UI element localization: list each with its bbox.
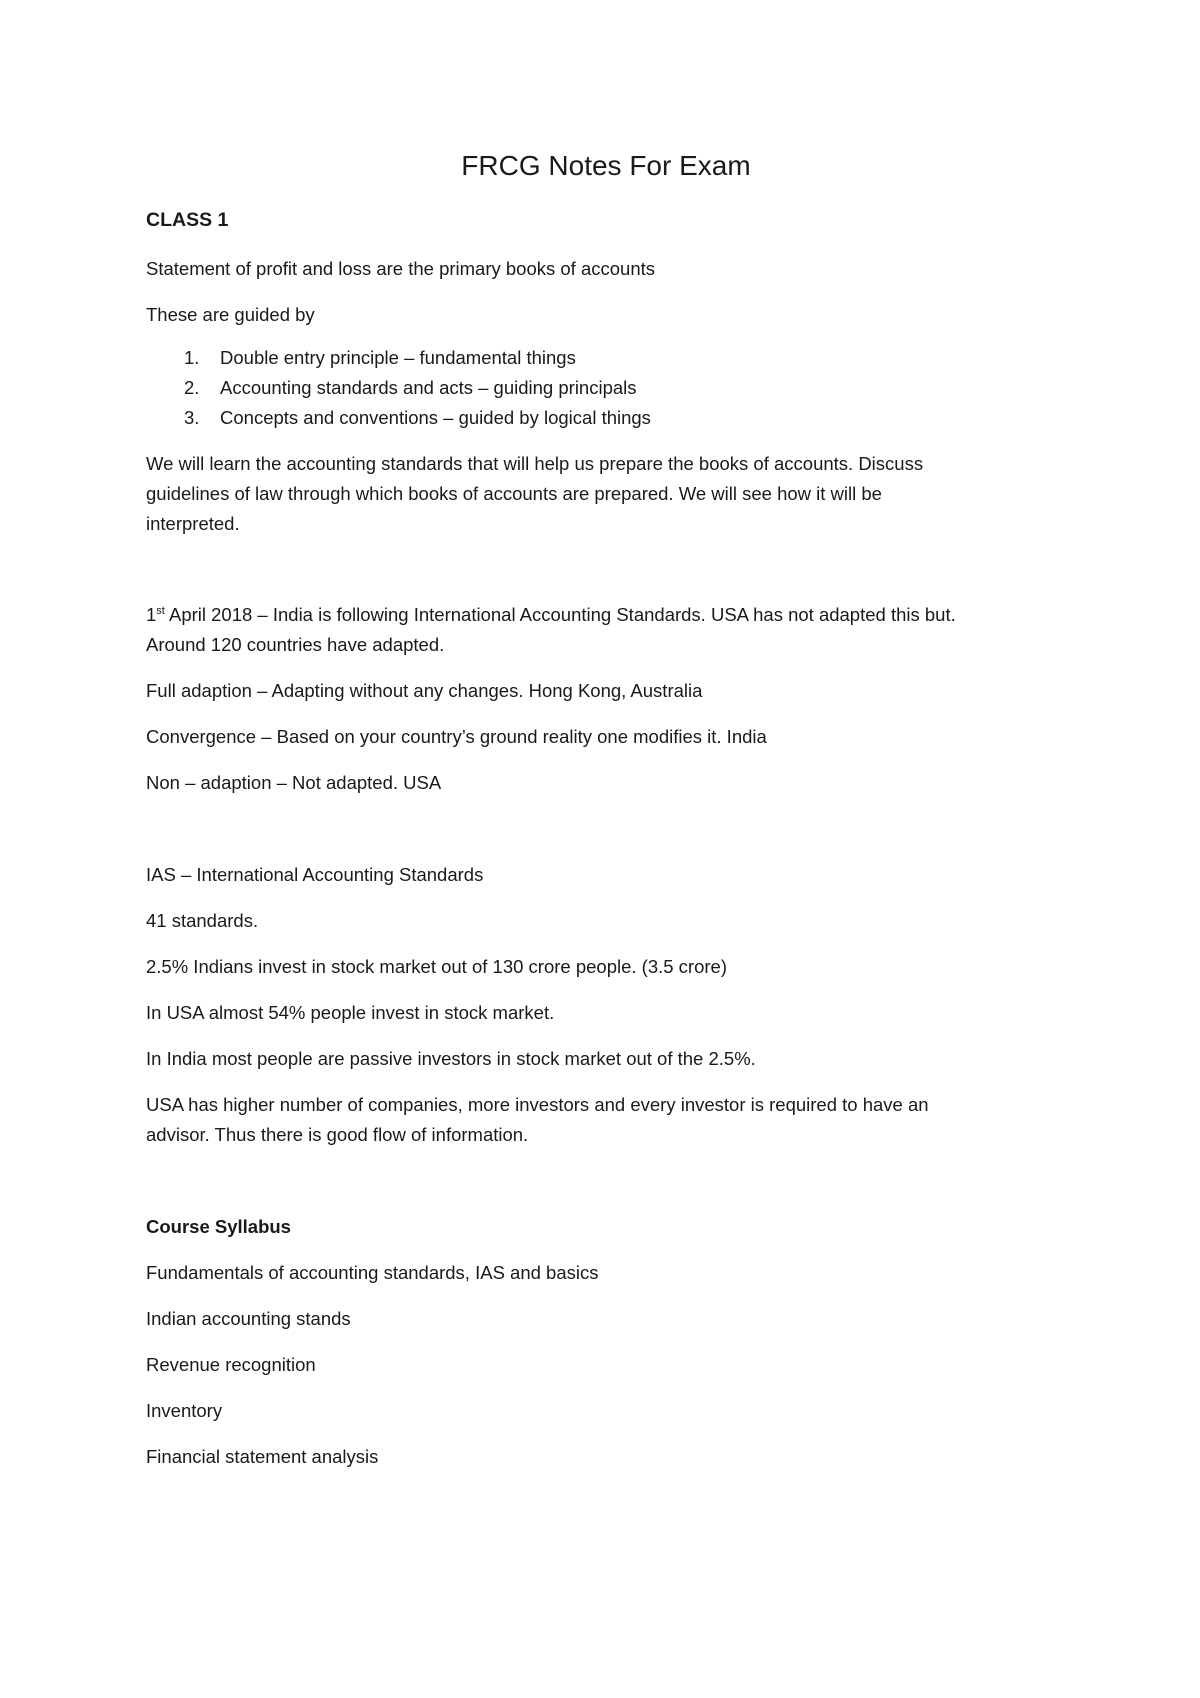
list-number: 2. <box>184 377 200 398</box>
syllabus-item: Revenue recognition <box>146 1354 316 1375</box>
full-adaption-line: Full adaption – Adapting without any changes. Hong Kong, Australia <box>146 680 703 701</box>
learn-paragraph-line-3: interpreted. <box>146 513 240 534</box>
india-invest-line: 2.5% Indians invest in stock market out of 130 crore people. (3.5 crore) <box>146 956 727 977</box>
list-item <box>184 343 576 372</box>
list-item-text: Double entry principle – fundamental things <box>220 347 576 368</box>
list-item-text: Concepts and conventions – guided by logical things <box>220 407 651 428</box>
india-passive-line: In India most people are passive investors in stock market out of the 2.5%. <box>146 1048 756 1069</box>
april-line-2: Around 120 countries have adapted. <box>146 634 445 655</box>
ias-line: IAS – International Accounting Standards <box>146 864 484 885</box>
list-item <box>184 373 637 402</box>
syllabus-item: Fundamentals of accounting standards, IAS and basics <box>146 1262 599 1283</box>
april-line-1 <box>146 600 956 629</box>
syllabus-heading: Course Syllabus <box>146 1216 291 1237</box>
standards-count-line: 41 standards. <box>146 910 259 931</box>
usa-paragraph-line-1: USA has higher number of companies, more investors and every investor is required to have an <box>146 1094 929 1115</box>
list-number: 3. <box>184 407 200 428</box>
april-day: 1 <box>146 604 157 625</box>
intro-line: Statement of profit and loss are the primary books of accounts <box>146 258 656 279</box>
list-number: 1. <box>184 347 200 368</box>
class-heading: CLASS 1 <box>146 209 229 231</box>
syllabus-item: Inventory <box>146 1400 223 1421</box>
list-item-text: Accounting standards and acts – guiding principals <box>220 377 637 398</box>
syllabus-item: Indian accounting stands <box>146 1308 351 1329</box>
page-title: FRCG Notes For Exam <box>461 150 751 181</box>
syllabus-item: Financial statement analysis <box>146 1446 379 1467</box>
learn-paragraph-line-1: We will learn the accounting standards that will help us prepare the books of accounts. Discuss <box>146 453 924 474</box>
april-suffix: st <box>156 604 165 617</box>
guided-by-line: These are guided by <box>146 304 315 325</box>
usa-invest-line: In USA almost 54% people invest in stock market. <box>146 1002 555 1023</box>
convergence-line: Convergence – Based on your country’s ground reality one modifies it. India <box>146 726 767 747</box>
april-text: April 2018 – India is following International Accounting Standards. USA has not adapted this but. <box>164 604 956 625</box>
list-item <box>184 403 651 432</box>
learn-paragraph-line-2: guidelines of law through which books of accounts are prepared. We will see how it will be <box>146 483 882 504</box>
usa-paragraph-line-2: advisor. Thus there is good flow of information. <box>146 1124 529 1145</box>
non-adaption-line: Non – adaption – Not adapted. USA <box>146 772 442 793</box>
